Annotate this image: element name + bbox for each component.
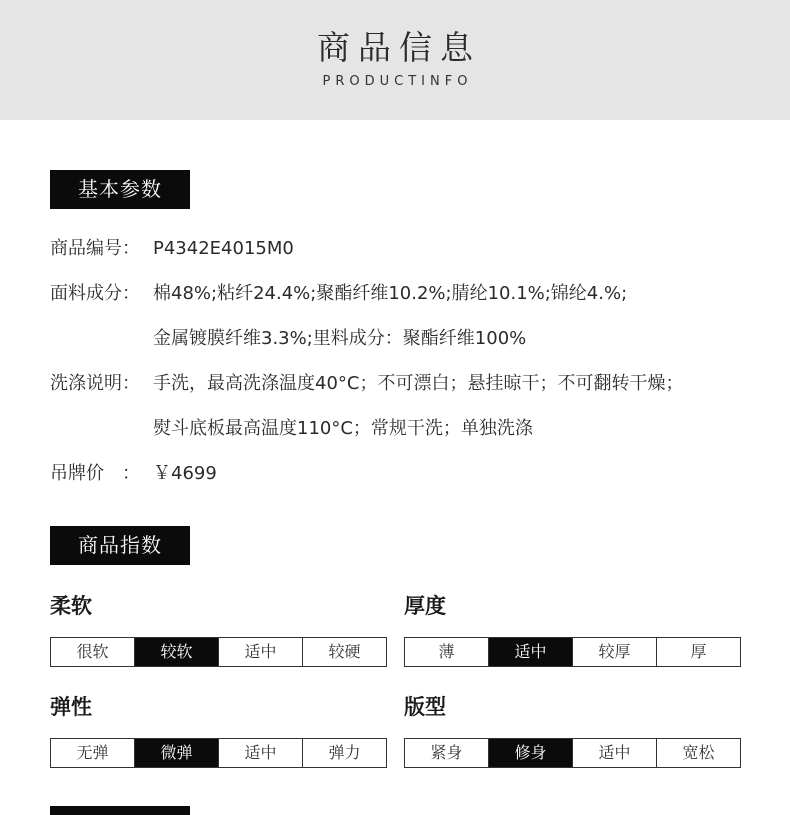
softness-option: 适中 [218,638,302,666]
price-value: ￥4699 [153,463,217,484]
thickness-option: 厚 [656,638,740,666]
elasticity-option: 弹力 [302,739,386,767]
fit-title: 版型 [404,695,446,719]
thickness-option: 较厚 [572,638,656,666]
fit-option: 宽松 [656,739,740,767]
section-heading-index: 商品指数 [50,526,190,565]
fit-option: 适中 [572,739,656,767]
material-row [50,282,627,306]
material-line-1: 棉48%;粘纤24.4%;聚酯纤维10.2%;腈纶10.1%;锦纶4.%; [153,283,628,304]
softness-option: 较硬 [302,638,386,666]
softness-title: 柔软 [50,594,92,618]
elasticity-title: 弹性 [50,695,92,719]
price-label: 吊牌价 ： [50,463,140,484]
material-line-2: 金属镀膜纤维3.3%;里料成分：聚酯纤维100% [153,328,527,349]
wash-line-2: 熨斗底板最高温度110°C；常规干洗；单独洗涤 [153,418,533,439]
fit-scale [404,738,741,768]
wash-line-1: 手洗，最高洗涤温度40°C；不可漂白；悬挂晾干；不可翻转干燥； [153,373,684,394]
thickness-scale [404,637,741,667]
product-code-label: 商品编号： [50,238,140,259]
wash-row [50,372,683,396]
thickness-option: 适中 [488,638,572,666]
product-code-row [50,237,294,261]
thickness-option: 薄 [438,642,455,661]
product-code-value: P4342E4015M0 [153,238,294,259]
section-heading-basic: 基本参数 [50,170,190,209]
elasticity-scale [50,738,387,768]
elasticity-option: 微弹 [134,739,218,767]
softness-option: 较软 [134,638,218,666]
elasticity-option: 无弹 [76,743,109,762]
fit-option: 紧身 [430,743,463,762]
page-title: 商品信息 [317,28,481,67]
elasticity-option: 适中 [218,739,302,767]
material-label: 面料成分： [50,283,140,304]
header-banner [0,0,790,120]
wash-label: 洗涤说明： [50,373,140,394]
fit-option: 修身 [488,739,572,767]
page-subtitle: PRODUCTINFO [322,74,473,89]
thickness-title: 厚度 [404,594,446,618]
softness-scale [50,637,387,667]
price-row [50,462,217,486]
softness-option: 很软 [76,642,109,661]
